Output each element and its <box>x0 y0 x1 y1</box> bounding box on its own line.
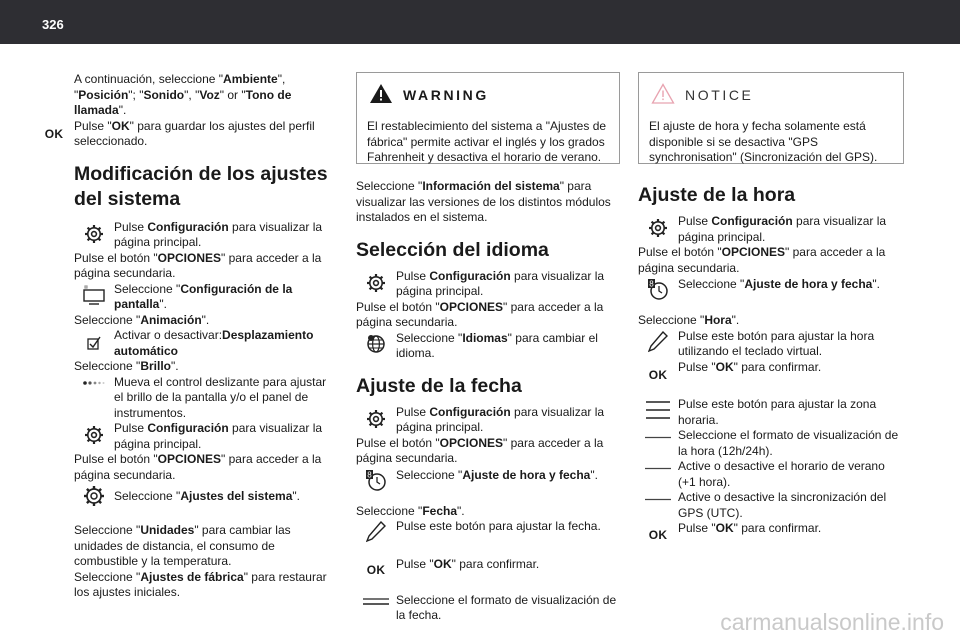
system-step-6: Seleccione "Brillo". <box>74 359 179 373</box>
date-step-2: Pulse el botón "OPCIONES" para acceder a la página secundaria. <box>356 435 604 465</box>
language-step-3: Seleccione "Idiomas" para cambiar el idioma. <box>356 331 620 362</box>
pencil-icon <box>638 329 678 353</box>
time-step-1: Pulse Configuración para visualizar la página principal. <box>638 214 904 245</box>
date-step-3: 8 Seleccione "Ajuste de hora y fecha". <box>356 467 620 491</box>
clock-icon <box>638 276 678 300</box>
time-step-2: Pulse el botón "OPCIONES" para acceder a la página secundaria. <box>638 245 886 275</box>
notice-box <box>638 72 904 164</box>
toggle-line-icon <box>356 593 396 606</box>
ok-icon: OK <box>648 528 668 542</box>
column-2 <box>356 72 620 624</box>
language-step-2: Pulse el botón "OPCIONES" para acceder a la página secundaria. <box>356 299 604 329</box>
ok-icon: OK <box>366 563 386 577</box>
menu-icon <box>638 397 678 420</box>
section-heading-time: Ajuste de la hora <box>638 184 796 206</box>
display-icon <box>74 282 114 306</box>
svg-text:8: 8 <box>367 470 372 479</box>
page-number: 326 <box>42 17 64 32</box>
time-step-7: Pulse este botón para ajustar la zona horaria. <box>638 397 904 428</box>
date-step-6: OK Pulse "OK" para confirmar. <box>356 557 620 579</box>
gear-icon <box>356 405 396 429</box>
save-step: OK Pulse "OK" para guardar los ajustes del perfil seleccionado. <box>34 119 334 150</box>
gear-icon <box>638 214 678 238</box>
system-step-8: Pulse Configuración para visualizar la página principal. <box>74 421 334 452</box>
time-step-6: OK Pulse "OK" para confirmar. <box>638 360 904 384</box>
time-step-11: OK Pulse "OK" para confirmar. <box>638 521 904 544</box>
toggle-line-icon <box>638 428 678 439</box>
date-step-5: Pulse este botón para ajustar la fecha. <box>356 519 620 543</box>
time-step-8: Seleccione el formato de visualización de la hora (12h/24h). <box>638 428 904 459</box>
notice-icon <box>651 83 675 107</box>
time-step-4: Seleccione "Hora". <box>638 313 740 327</box>
check-icon <box>74 328 114 350</box>
system-step-5: Activar o desactivar:Desplazamiento automático <box>74 328 334 359</box>
gear-sound-icon <box>74 485 114 507</box>
system-step-10: Seleccione "Ajustes del sistema". <box>74 485 334 507</box>
watermark: carmanualsonline.info <box>720 609 944 635</box>
toggle-line-icon <box>638 459 678 470</box>
date-step-4: Seleccione "Fecha". <box>356 503 465 518</box>
system-info-paragraph: Seleccione "Información del sistema" para visualizar las versiones de los distintos módulos instalados en el sistema. <box>356 179 611 224</box>
time-step-3: 8 Seleccione "Ajuste de hora y fecha". <box>638 276 904 300</box>
notice-title: NOTICE <box>685 87 754 103</box>
gear-icon <box>74 421 114 445</box>
language-step-1: Pulse Configuración para visualizar la página principal. <box>356 269 620 300</box>
time-step-9: Active o desactive el horario de verano (+1 hora). <box>638 459 904 490</box>
warning-box <box>356 72 620 164</box>
globe-icon <box>356 331 396 354</box>
brightness-slider-icon <box>74 375 114 386</box>
svg-text:8: 8 <box>649 279 654 289</box>
warning-icon <box>369 83 393 107</box>
gear-icon <box>356 269 396 293</box>
system-step-3: Seleccione "Configuración de la pantalla". <box>74 282 334 313</box>
clock-icon <box>356 467 396 491</box>
intro-paragraph: A continuación, seleccione "Ambiente", "Posición"; "Sonido", "Voz" or "Tono de llamada". <box>74 72 292 117</box>
date-step-7: Seleccione el formato de visualización de la fecha. <box>356 593 620 624</box>
gear-icon <box>74 220 114 244</box>
system-step-7: Mueva el control deslizante para ajustar el brillo de la pantalla y/o el panel de instrumentos. <box>74 375 334 422</box>
section-heading-date: Ajuste de la fecha <box>356 374 522 397</box>
system-step-9: Pulse el botón "OPCIONES" para acceder a la página secundaria. <box>74 452 322 482</box>
ok-icon: OK <box>648 367 668 382</box>
warning-text: El restablecimiento del sistema a "Ajustes de fábrica" permite activar el inglés y los grados Fahrenheit y desactiva el horario de verano. <box>367 119 607 164</box>
column-3 <box>638 72 904 544</box>
system-step-1: Pulse Configuración para visualizar la página principal. <box>74 220 334 251</box>
date-step-1: Pulse Configuración para visualizar la página principal. <box>356 405 620 436</box>
column-1 <box>44 72 334 601</box>
time-step-10: Active o desactive la sincronización del GPS (UTC). <box>638 490 904 521</box>
system-step-4: Seleccione "Animación". <box>74 312 210 327</box>
system-step-12: Seleccione "Ajustes de fábrica" para restaurar los ajustes iniciales. <box>74 569 327 599</box>
section-heading-language: Selección del idioma <box>356 238 549 261</box>
section-heading-system: Modificación de los ajustes del sistema <box>74 162 328 210</box>
time-step-5: Pulse este botón para ajustar la hora utilizando el teclado virtual. <box>638 329 904 360</box>
page-header <box>0 0 960 44</box>
ok-icon: OK <box>44 126 64 141</box>
system-step-2: Pulse el botón "OPCIONES" para acceder a la página secundaria. <box>74 250 322 280</box>
notice-text: El ajuste de hora y fecha solamente está disponible si se desactiva "GPS synchronisation" (Sincronización del GPS). <box>649 119 878 164</box>
pencil-icon <box>356 519 396 543</box>
system-step-11: Seleccione "Unidades" para cambiar las unidades de distancia, el consumo de combustible y la temperatura. <box>74 523 291 568</box>
warning-title: WARNING <box>403 87 489 103</box>
toggle-line-icon <box>638 490 678 501</box>
